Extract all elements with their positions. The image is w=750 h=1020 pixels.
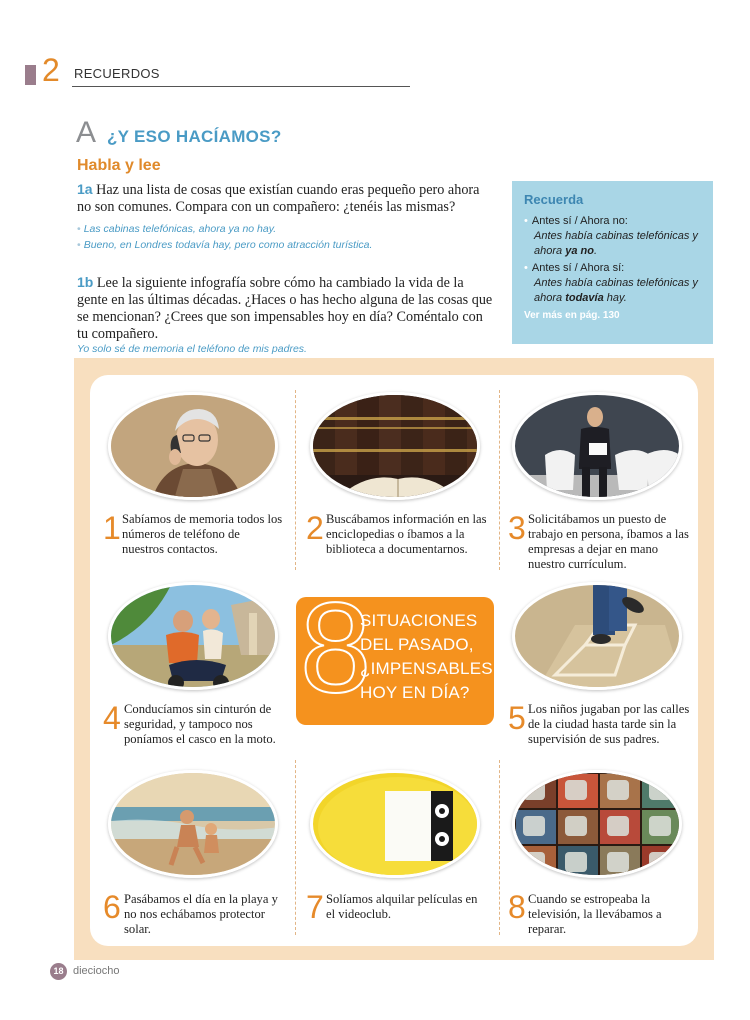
bullet-icon: • — [77, 239, 81, 251]
item-number-8: 8 — [508, 889, 526, 925]
example-line-2: • Bueno, en Londres todavía hay, pero como atracción turística. — [77, 239, 373, 251]
item-number-3: 3 — [508, 510, 526, 546]
unit-color-block — [25, 65, 36, 85]
exercise-1b-text: Lee la siguiente infografía sobre cómo ha cambiado la vida de la gente en las últimas décadas. ¿Haces o has hecho alguna de las cosas que se mencionan? ¿Crees que son impensables hoy en día? Coméntalo con tu compañero. — [77, 275, 493, 342]
exercise-1b-label: 1b — [77, 274, 94, 290]
item-number-7: 7 — [306, 889, 324, 925]
item-number-2: 2 — [306, 510, 324, 546]
section-letter: A — [76, 116, 97, 149]
column-divider — [295, 760, 296, 935]
item-number-1: 1 — [103, 510, 121, 546]
item-number-4: 4 — [103, 700, 121, 736]
infographic-big-number: 8 — [300, 597, 372, 720]
page-number-word: dieciocho — [73, 965, 120, 977]
photo-job-interview — [512, 392, 682, 500]
exercise-1a-text: Haz una lista de cosas que existían cuando eras pequeño pero ahora no son comunes. Compara con un compañero: ¿tenéis las mismas? — [77, 182, 480, 215]
photo-vhs-tape — [310, 770, 480, 878]
item-text-5: Los niños jugaban por las calles de la ciudad hasta tarde sin la supervisión de sus padres. — [528, 702, 690, 746]
infographic-title-box — [296, 597, 494, 725]
item-text-6: Pasábamos el día en la playa y no nos echábamos protector solar. — [124, 892, 278, 936]
recuerda-item-2: • Antes sí / Ahora sí: Antes había cabinas telefónicas y ahora todavía hay. — [524, 262, 698, 304]
section-title: ¿Y ESO HACÍAMOS? — [107, 127, 282, 146]
page-number-badge: 18 — [50, 963, 67, 980]
column-divider — [295, 390, 296, 570]
item-text-8: Cuando se estropeaba la televisión, la llevábamos a reparar. — [528, 892, 662, 936]
item-number-6: 6 — [103, 889, 121, 925]
item-text-1: Sabíamos de memoria todos los números de teléfono de nuestros contactos. — [122, 512, 283, 556]
exercise-1a-label: 1a — [77, 181, 93, 197]
item-text-4: Conducíamos sin cinturón de seguridad, y tampoco nos poníamos el casco en la moto. — [124, 702, 276, 746]
bullet-icon: • — [77, 223, 81, 235]
example-line-1: • Las cabinas telefónicas, ahora ya no hay. — [77, 223, 277, 235]
photo-beach — [108, 770, 278, 878]
section-subheading: Habla y lee — [77, 157, 161, 174]
photo-hopscotch — [512, 582, 682, 690]
item-text-2: Buscábamos información en las enciclopedias o íbamos a la biblioteca a documentarnos. — [326, 512, 487, 556]
photo-scooter — [108, 582, 278, 690]
column-divider — [499, 390, 500, 570]
column-divider — [499, 760, 500, 935]
infographic-title: SITUACIONES DEL PASADO, ¿IMPENSABLES HOY EN DÍA? — [360, 611, 493, 702]
photo-encyclopedias — [310, 392, 480, 500]
item-text-3: Solicitábamos un puesto de trabajo en persona, íbamos a las empresas a dejar en mano nuestro currículum. — [528, 512, 689, 571]
header-rule — [72, 86, 410, 87]
item-number-5: 5 — [508, 700, 526, 736]
exercise-1b — [77, 274, 497, 343]
unit-title: RECUERDOS — [74, 66, 160, 81]
bullet-icon: • — [524, 215, 528, 227]
exercise-1a — [77, 181, 497, 216]
photo-old-man-phone — [108, 392, 278, 500]
see-more-link[interactable]: Ver más en pág. 130 — [524, 310, 620, 321]
bullet-icon: • — [524, 262, 528, 274]
recuerda-item-1: • Antes sí / Ahora no: Antes había cabinas telefónicas y ahora ya no. — [524, 215, 698, 257]
unit-number: 2 — [42, 52, 60, 88]
item-text-7: Solíamos alquilar películas en el videoclub. — [326, 892, 478, 921]
example-line-3: Yo solo sé de memoria el teléfono de mis padres. — [77, 343, 307, 355]
recuerda-title: Recuerda — [524, 192, 584, 207]
photo-old-televisions — [512, 770, 682, 878]
recuerda-box — [512, 181, 713, 344]
